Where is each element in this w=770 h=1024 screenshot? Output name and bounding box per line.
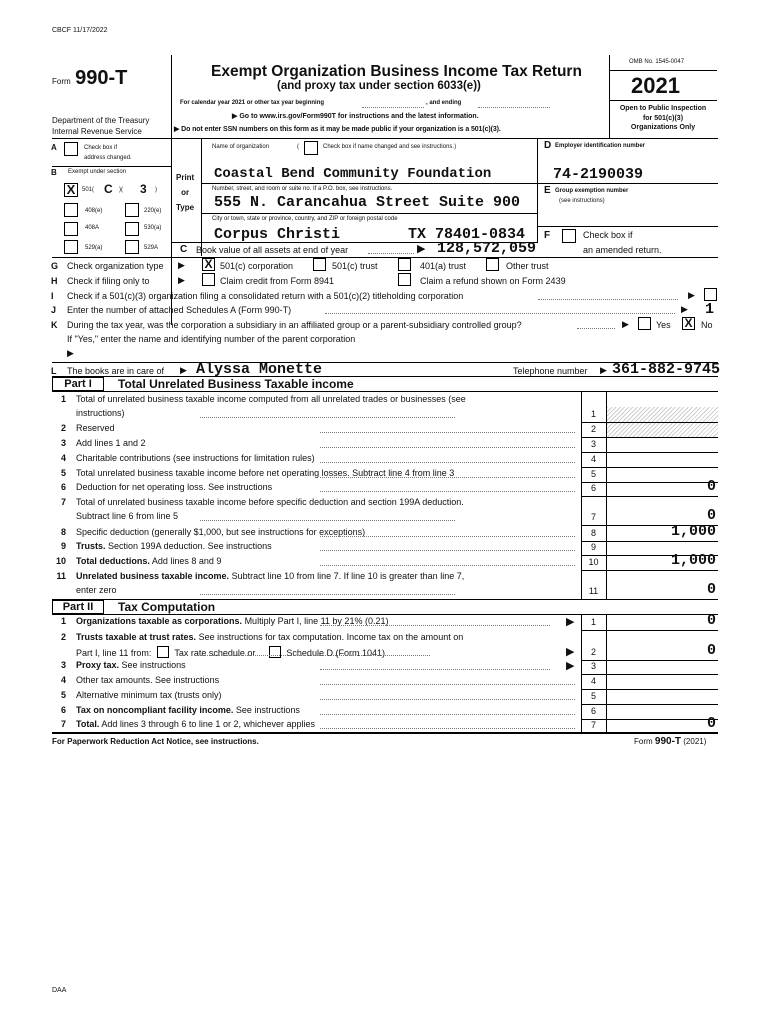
org-name[interactable]: Coastal Bend Community Foundation [214, 166, 492, 182]
line-box-number: 4 [590, 676, 596, 686]
line-description-cont: Part I, line 11 from: Tax rate schedule or Schedule D (Form 1041) [76, 648, 385, 658]
line-j-letter: J [51, 305, 57, 315]
529A-checkbox[interactable] [125, 240, 139, 254]
leader-dots [320, 714, 575, 715]
line-k-letter: K [51, 320, 58, 330]
line-box-number: 6 [590, 706, 596, 716]
line-number: 9 [60, 541, 66, 551]
section-a-letter: A [51, 143, 57, 152]
tax-year: 2021 [631, 73, 680, 98]
arrow-icon: ▶ [688, 290, 695, 300]
line-description-cont: Subtract line 6 from line 5 [76, 511, 179, 521]
amended-return-checkbox[interactable] [562, 229, 576, 243]
address-changed-checkbox[interactable] [64, 142, 78, 156]
220e-checkbox[interactable] [125, 203, 139, 217]
leader-dots [320, 462, 575, 463]
line-description: Total of unrelated business taxable income before specific deduction and section 199A deduction. [76, 497, 464, 507]
line-description: Total. Add lines 3 through 6 to line 1 or 2, whichever applies [76, 719, 315, 729]
501-label: 501( [82, 187, 95, 193]
subsidiary-yes-checkbox[interactable] [638, 317, 651, 330]
subsidiary-no-label: No [701, 320, 713, 330]
line-number: 6 [60, 705, 66, 715]
line-description: Deduction for net operating loss. See instructions [76, 482, 273, 492]
line-box-number: 10 [588, 557, 599, 567]
paren-close: ) [155, 187, 157, 193]
leader-dots [320, 669, 550, 670]
arrow-icon: ▶ [178, 275, 185, 285]
line-i-letter: I [51, 291, 54, 301]
leader-dots [200, 417, 455, 418]
street-label: Number, street, and room or suite no. If a P.O. box, see instructions. [212, 186, 393, 192]
org-type-label: Check organization type [67, 261, 164, 271]
section-e-letter: E [544, 185, 551, 196]
books-in-care-label: The books are in care of [67, 366, 165, 376]
line-box-number: 7 [590, 720, 596, 730]
line-number: 4 [60, 453, 66, 463]
tax-year-label: For calendar year 2021 or other tax year beginning [180, 100, 325, 106]
line-box-number: 4 [590, 454, 596, 464]
subsidiary-no-checkbox[interactable]: X [682, 317, 695, 330]
line-description: Total unrelated business taxable income before net operating losses. Subtract line 4 from line 3 [76, 468, 455, 478]
529A-label: 529A [144, 245, 159, 251]
line-box-number: 5 [590, 691, 596, 701]
name-changed-label: Check box if name changed and see instructions.) [323, 144, 457, 150]
omb-number: OMB No. 1545-0047 [629, 59, 685, 65]
line-description: Trusts taxable at trust rates. See instructions for tax computation. Income tax on the amount on [76, 632, 464, 642]
arrow-icon: ▶ [67, 348, 74, 358]
line-amount[interactable]: 1,000 [670, 552, 716, 569]
filing-only-label: Check if filing only to [67, 276, 150, 286]
public-inspection-note: Open to Public Inspection for 501(c)(3) Organizations Only [619, 105, 707, 131]
line-box-number: 3 [590, 661, 596, 671]
exempt-under-label: Exempt under section [68, 169, 127, 175]
line-description-cont: enter zero [76, 585, 117, 595]
line-box-number: 8 [590, 528, 596, 538]
footer-form-id: Form 990-T (2021) [634, 736, 707, 747]
line-description: Alternative minimum tax (trusts only) [76, 690, 222, 700]
leader-dots [320, 550, 575, 551]
408A-label: 408A [85, 225, 100, 231]
line-box-number: 3 [590, 439, 596, 449]
501-code-value: 3 [140, 182, 147, 196]
section-f-letter: F [544, 230, 551, 241]
claim-credit-label: Claim credit from Form 8941 [220, 276, 335, 286]
line-box-number: 1 [590, 617, 596, 627]
line-amount[interactable]: 0 [706, 581, 716, 598]
line-number: 2 [60, 632, 66, 642]
daa-mark: DAA [52, 987, 67, 994]
leader-dots [320, 432, 575, 433]
leader-dots [320, 491, 575, 492]
line-box-number: 2 [590, 424, 596, 434]
line-box-number: 7 [590, 512, 596, 522]
408A-checkbox[interactable] [64, 222, 78, 236]
form-id [52, 67, 127, 90]
line-box-number: 6 [590, 483, 596, 493]
line-number: 3 [60, 438, 66, 448]
books-in-care-name[interactable]: Alyssa Monette [196, 361, 323, 378]
arrow-icon: ▶ [417, 243, 426, 255]
401a-trust-label: 401(a) trust [420, 261, 467, 271]
line-h-letter: H [51, 276, 58, 286]
preparer-stamp: CBCF 11/17/2022 [52, 27, 108, 34]
schedules-a-count[interactable]: 1 [705, 301, 715, 318]
line-number: 3 [60, 660, 66, 670]
paperwork-notice: For Paperwork Reduction Act Notice, see instructions. [52, 737, 259, 746]
group-exemption-sub: (see instructions) [559, 198, 605, 204]
book-value-assets[interactable]: 128,572,059 [437, 240, 537, 257]
irs-label: Internal Revenue Service [52, 127, 142, 136]
city-label: City or town, state or province, country, and ZIP or foreign postal code [212, 216, 398, 222]
line-number: 10 [55, 556, 66, 566]
amended-label-1: Check box if [583, 230, 633, 240]
530a-label: 530(a) [144, 225, 162, 231]
line-number: 5 [60, 690, 66, 700]
street-address[interactable]: 555 N. Carancahua Street Suite 900 [214, 194, 521, 211]
tax-year-end-field[interactable] [478, 107, 550, 108]
leader-dots [320, 477, 575, 478]
220e-label: 220(e) [144, 208, 162, 214]
section-d-letter: D [544, 140, 552, 151]
print-or-type-label: Print or Type [176, 173, 195, 212]
501c-trust-label: 501(c) trust [332, 261, 378, 271]
line-description-cont: instructions) [76, 408, 125, 418]
line-number: 2 [60, 423, 66, 433]
schedules-a-label: Enter the number of attached Schedules A (Form 990-T) [67, 305, 292, 315]
line-amount[interactable]: 0 [706, 642, 716, 659]
line-g-letter: G [51, 261, 59, 271]
leader-dots [200, 520, 455, 521]
city[interactable]: Corpus Christi [214, 226, 341, 243]
line-description: Organizations taxable as corporations. Multiply Part I, line 11 by 21% (0.21) [76, 616, 389, 626]
telephone-number[interactable]: 361-882-9745 [612, 361, 721, 378]
part2-title: Tax Computation [118, 600, 216, 614]
408e-label: 408(e) [85, 208, 103, 214]
501c-corp-label: 501(c) corporation [220, 261, 294, 271]
claim-refund-checkbox[interactable] [398, 273, 411, 286]
501-checkbox[interactable]: X [64, 183, 78, 197]
consolidated-return-checkbox[interactable] [704, 288, 717, 301]
goto-instructions: ▶ Go to www.irs.gov/Form990T for instructions and the latest information. [232, 113, 479, 120]
parent-corp-label: If "Yes," enter the name and identifying number of the parent corporation [67, 334, 356, 344]
line-description: Charitable contributions (see instructions for limitation rules) [76, 453, 315, 463]
part2-tag: Part II [52, 600, 104, 614]
address-changed-label: Check box if address changed. [84, 145, 132, 161]
ein[interactable]: 74-2190039 [553, 166, 644, 183]
529a-checkbox[interactable] [64, 240, 78, 254]
arrow-icon: ▶ [566, 646, 575, 658]
arrow-icon: ▶ [566, 616, 575, 628]
line-description: Other tax amounts. See instructions [76, 675, 220, 685]
arrow-icon: ▶ [600, 365, 607, 375]
501-c-value: C [104, 182, 113, 196]
section-c-letter: C [180, 244, 188, 255]
leader-dots [320, 565, 575, 566]
line-description: Specific deduction (generally $1,000, but see instructions for exceptions) [76, 527, 366, 537]
leader-dots [320, 536, 575, 537]
leader-dots [320, 625, 550, 626]
amended-label-2: an amended return. [583, 245, 662, 255]
line-number: 7 [60, 719, 66, 729]
subsidiary-question: During the tax year, was the corporation a subsidiary in an affiliated group or a parent-subsidiary controlled group? [67, 320, 522, 330]
leader-dots [320, 447, 575, 448]
line-amount[interactable]: 0 [706, 507, 716, 524]
group-exemption-label: Group exemption number [555, 188, 629, 194]
leader-dots [200, 655, 430, 656]
line-description: Reserved [76, 423, 115, 433]
form-number: 990-T [75, 67, 128, 89]
form-title: Exempt Organization Business Income Tax Return [211, 63, 582, 80]
line-number: 11 [56, 571, 66, 581]
line-box-number: 9 [590, 542, 596, 552]
book-value-label: Book value of all assets at end of year [196, 245, 349, 255]
501c-trust-checkbox[interactable] [313, 258, 326, 271]
claim-credit-checkbox[interactable] [202, 273, 215, 286]
line-description: Add lines 1 and 2 [76, 438, 146, 448]
line-box-number: 5 [590, 469, 596, 479]
leader-dots [320, 699, 575, 700]
line-description: Total of unrelated business taxable income computed from all unrelated trades or businesses (see [76, 394, 466, 404]
telephone-label: Telephone number [513, 366, 588, 376]
ein-label: Employer identification number [555, 143, 646, 149]
form-subtitle: (and proxy tax under section 6033(e)) [277, 80, 481, 92]
part1-title: Total Unrelated Business Taxable income [118, 377, 354, 391]
line-description: Proxy tax. See instructions [76, 660, 186, 670]
tax-year-begin-field[interactable] [362, 107, 424, 108]
501c-corp-checkbox[interactable]: X [202, 258, 215, 271]
401a-trust-checkbox[interactable] [398, 258, 411, 271]
part1-tag: Part I [52, 377, 104, 391]
line-box-number: 1 [590, 409, 596, 419]
tax-rate-schedule-checkbox[interactable] [157, 646, 169, 658]
line-amount[interactable]: 0 [706, 478, 716, 495]
line-l-letter: L [51, 366, 57, 376]
line-number: 4 [60, 675, 66, 685]
leader-dots [320, 728, 575, 729]
no-ssn-warning: ▶ Do not enter SSN numbers on this form as it may be made public if your organization is a 501(c)(3). [174, 126, 501, 133]
and-ending-label: , and ending [426, 100, 462, 106]
leader-dots [200, 594, 455, 595]
line-number: 8 [60, 527, 66, 537]
line-description: Total deductions. Add lines 8 and 9 [76, 556, 222, 566]
dept-treasury: Department of the Treasury [52, 116, 150, 125]
line-number: 5 [60, 468, 66, 478]
line-number: 7 [60, 497, 66, 507]
org-name-paren: ( [297, 144, 299, 150]
arrow-icon: ▶ [178, 260, 185, 270]
claim-refund-label: Claim a refund shown on Form 2439 [420, 276, 566, 286]
subsidiary-yes-label: Yes [656, 320, 671, 330]
section-b-letter: B [51, 168, 57, 177]
line-amount[interactable]: 0 [706, 612, 716, 629]
arrow-icon: ▶ [180, 365, 187, 375]
line-number: 1 [60, 394, 66, 404]
name-changed-checkbox[interactable] [304, 141, 318, 155]
consolidated-return-label: Check if a 501(c)(3) organization filing a consolidated return with a 501(c)(2) titleholding corporation [67, 291, 464, 301]
other-trust-checkbox[interactable] [486, 258, 499, 271]
state-zip[interactable]: TX 78401-0834 [408, 226, 526, 243]
arrow-icon: ▶ [681, 304, 688, 314]
530a-checkbox[interactable] [125, 222, 139, 236]
line-amount[interactable]: 1,000 [670, 523, 716, 540]
line-number: 6 [60, 482, 66, 492]
form-label: Form [52, 77, 71, 86]
529a-label: 529(a) [85, 245, 103, 251]
leader-dots [320, 684, 575, 685]
paren-open: )( [119, 187, 123, 193]
line-amount[interactable]: 0 [706, 715, 716, 732]
408e-checkbox[interactable] [64, 203, 78, 217]
arrow-icon: ▶ [622, 319, 629, 329]
line-description: Trusts. Section 199A deduction. See instructions [76, 541, 272, 551]
arrow-icon: ▶ [566, 660, 575, 672]
line-number: 1 [60, 616, 66, 626]
other-trust-label: Other trust [506, 261, 549, 271]
org-name-label: Name of organization [212, 144, 270, 150]
line-description: Tax on noncompliant facility income. See instructions [76, 705, 300, 715]
line-description: Unrelated business taxable income. Subtract line 10 from line 7. If line 10 is greater than line 7, [76, 571, 465, 581]
line-box-number: 11 [588, 586, 599, 596]
line-box-number: 2 [590, 647, 596, 657]
schedule-d-checkbox[interactable] [269, 646, 281, 658]
